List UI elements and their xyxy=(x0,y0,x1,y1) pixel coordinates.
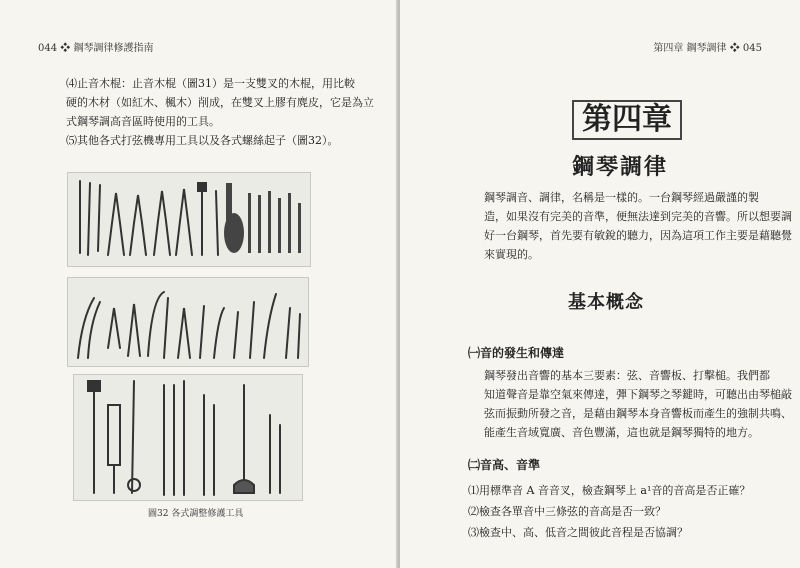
right-page-header: 第四章 鋼琴調律 ❖ 045 xyxy=(653,43,762,54)
long-tools-illustration xyxy=(74,375,302,500)
text-line: 鋼琴發出音響的基本三要素：弦、音響板、打擊槌。我們都 xyxy=(484,369,770,382)
tools-photo-1 xyxy=(67,172,311,267)
bent-tools-illustration xyxy=(68,278,308,366)
text-line: 式鋼琴調高音區時使用的工具。 xyxy=(66,115,220,128)
text-line: ⑸其他各式打弦機專用工具以及各式螺絲起子（圖32）。 xyxy=(66,134,339,147)
subsection-1-paragraph xyxy=(484,366,792,442)
text-line: 造，如果沒有完美的音準，便無法達到完美的音響。所以想要調 xyxy=(484,210,792,223)
left-page xyxy=(0,0,398,568)
intro-paragraph xyxy=(484,188,792,264)
text-line: 好一台鋼琴，首先要有敏銳的聽力，因為這項工作主要是藉聽覺 xyxy=(484,229,792,242)
subsection-1-title: ㈠音的發生和傳達 xyxy=(468,346,565,360)
text-line: 來實現的。 xyxy=(484,248,539,261)
list-item: ⑶檢查中、高、低音之間彼此音程是否協調？ xyxy=(468,526,688,539)
list-item: ⑵檢查各單音中三條弦的音高是否一致？ xyxy=(468,505,666,518)
text-line: ⑷止音木棍：止音木棍（圖31）是一支雙叉的木棍，用比較 xyxy=(66,77,355,90)
left-paragraph xyxy=(66,74,374,150)
right-page xyxy=(400,0,800,568)
text-line: 能產生音域寬廣、音色豐滿，這也就是鋼琴獨特的地方。 xyxy=(484,426,759,439)
subsection-2-title: ㈡音高、音準 xyxy=(468,458,541,472)
chapter-title: 鋼琴調律 xyxy=(572,154,669,180)
text-line: 知道聲音是靠空氣來傳達，彈下鋼琴之琴鍵時，可聽出由琴槌敲 xyxy=(484,388,792,401)
list-item: ⑴用標準音 A 音音叉，檢查鋼琴上 a¹音的音高是否正確？ xyxy=(468,484,751,497)
text-line: 弦而振動所發之音，是藉由鋼琴本身音響板而產生的強制共鳴、 xyxy=(484,407,792,420)
tools-photo-2 xyxy=(67,277,309,367)
left-page-header: 044 ❖ 鋼琴調律修護指南 xyxy=(38,43,154,54)
pliers-and-drill-illustration xyxy=(68,173,310,266)
section-title: 基本概念 xyxy=(568,292,644,313)
tools-photo-3 xyxy=(73,374,303,501)
text-line: 硬的木材（如紅木、楓木）削成，在雙叉上膠有麂皮，它是為立 xyxy=(66,96,374,109)
text-line: 鋼琴調音、調律，名稱是一樣的。一台鋼琴經過嚴謹的製 xyxy=(484,191,759,204)
question-list xyxy=(468,480,750,543)
chapter-label: 第四章 xyxy=(572,100,682,140)
figure-caption: 圖32 各式調整修護工具 xyxy=(148,509,244,519)
